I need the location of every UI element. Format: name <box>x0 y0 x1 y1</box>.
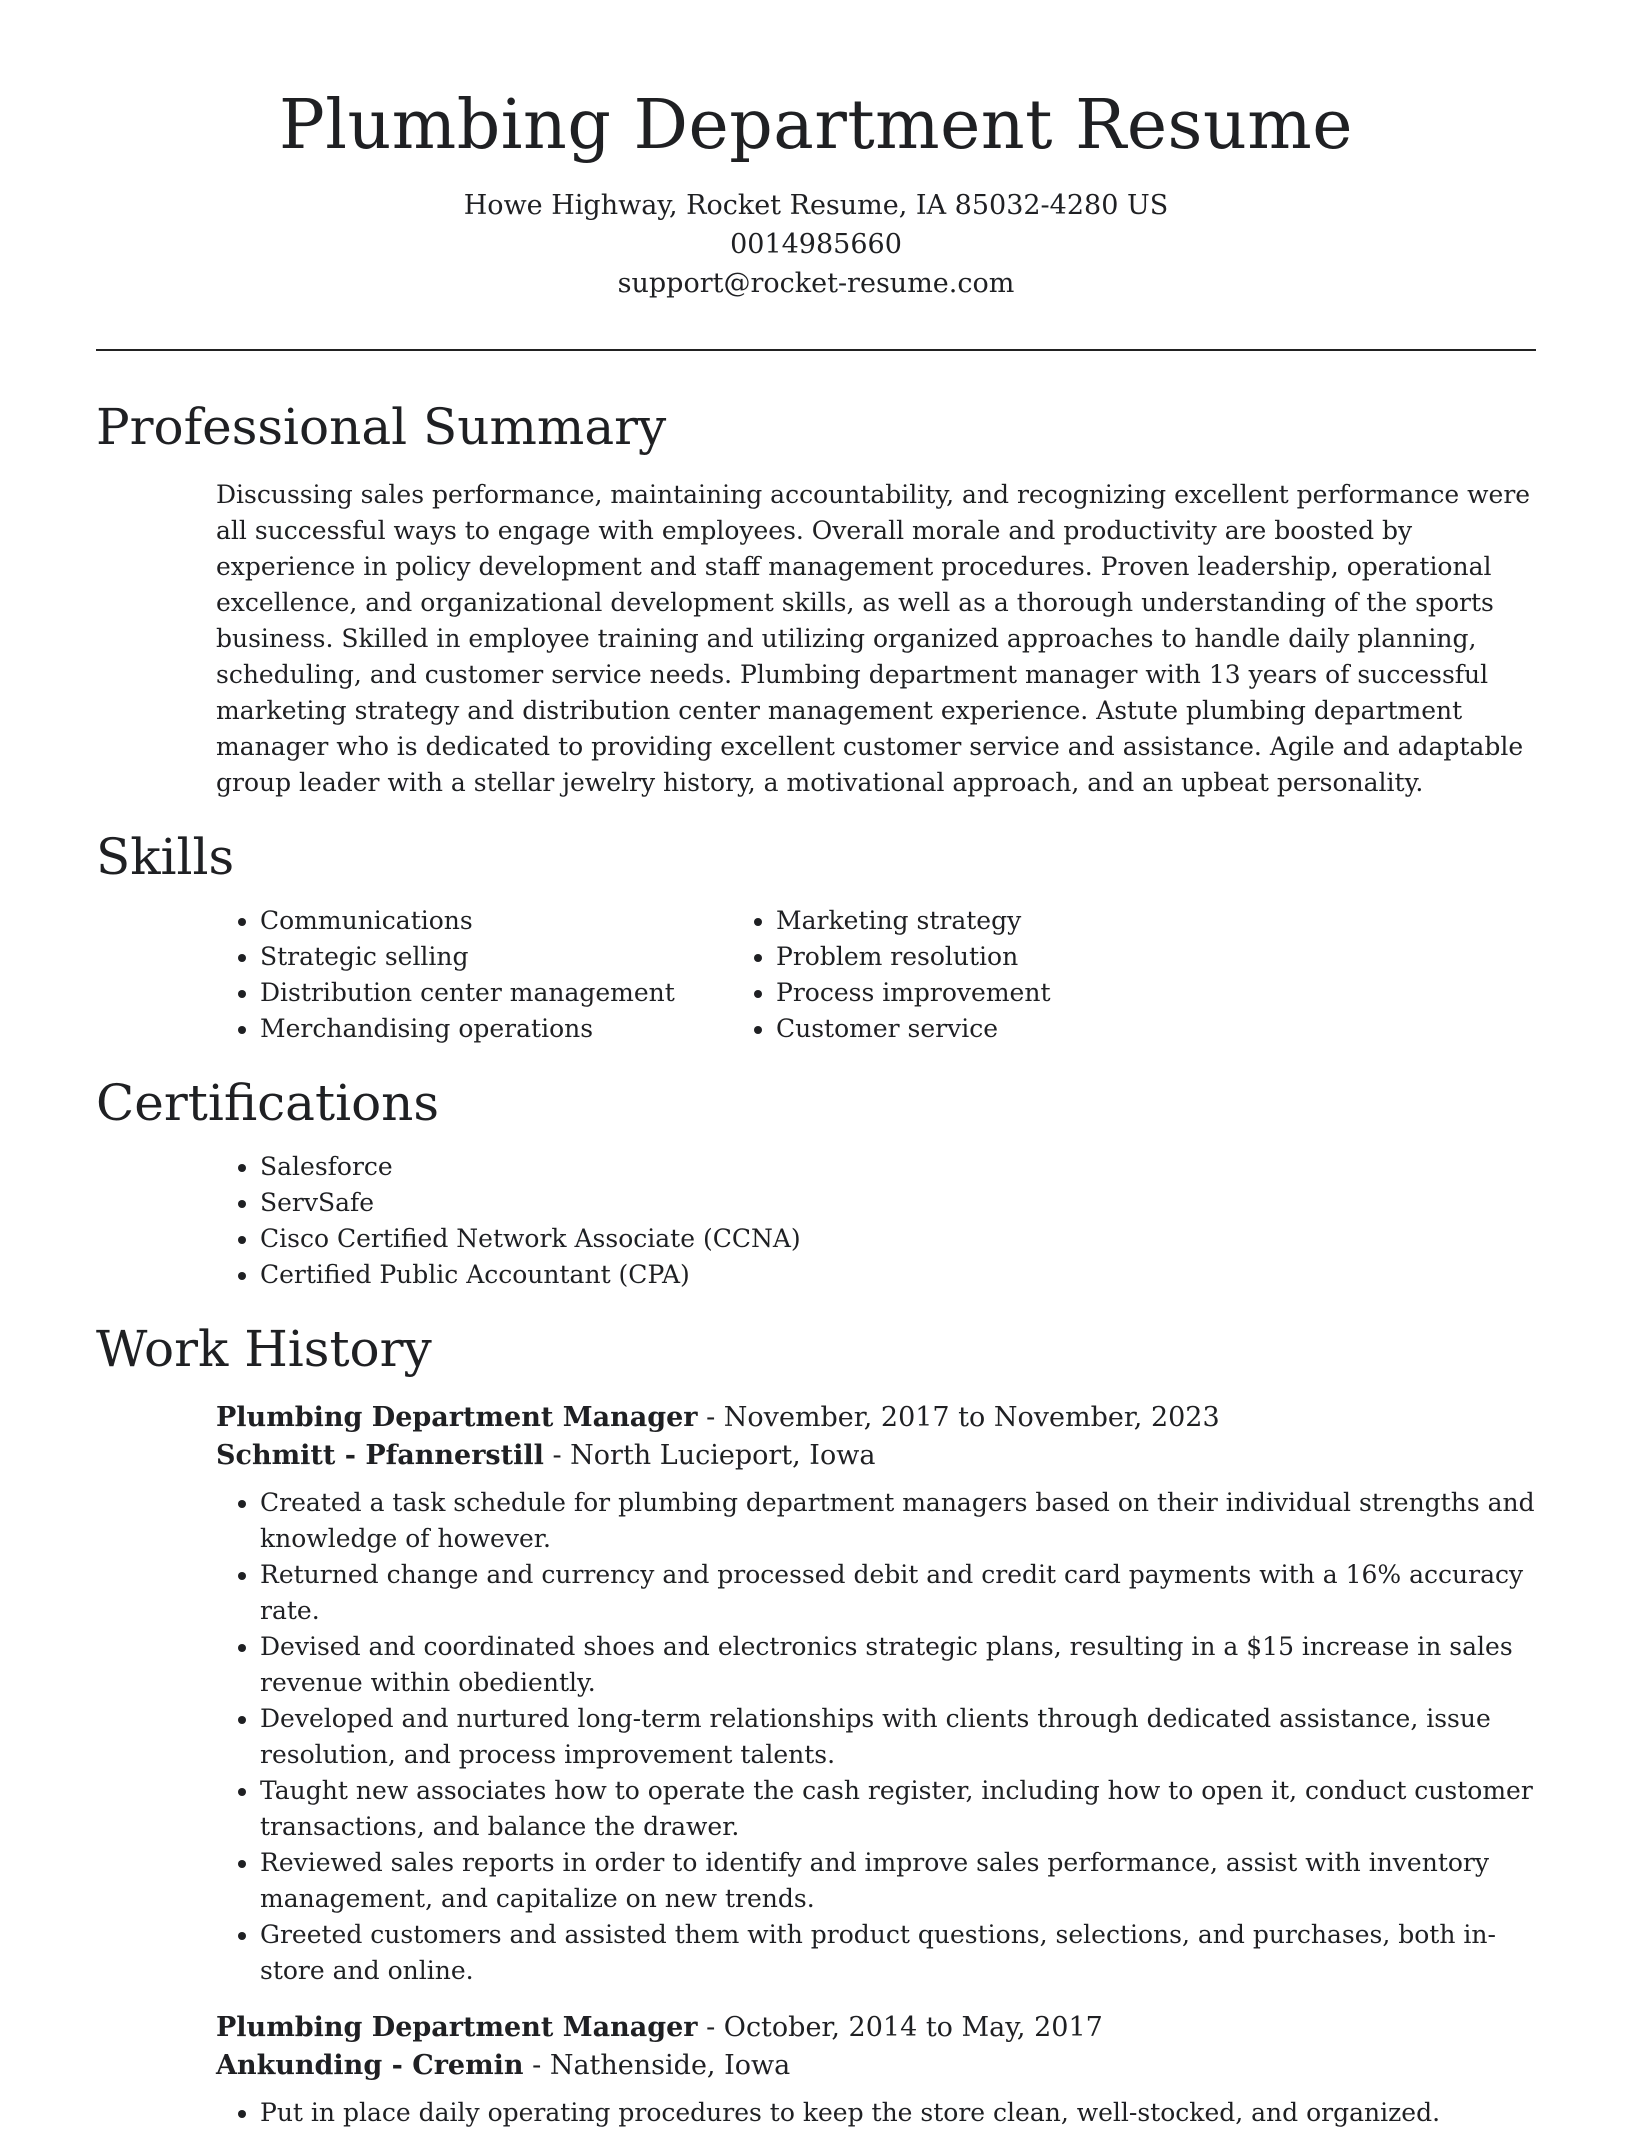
skill-item: • Process improvement <box>776 975 1396 1011</box>
job-title: Plumbing Department Manager <box>216 2012 698 2043</box>
skill-item: • Communications <box>260 903 746 939</box>
job-dates: - November, 2017 to November, 2023 <box>697 1402 1220 1433</box>
summary-text: Discussing sales performance, maintaining accountability, and recognizing excellent performance were all successful ways to engage with employees. Overall morale and productivity are boosted by experience in policy development and staff management procedures. Proven leadership, operational excellence, and organizational development skills, as well as a thorough understanding of the sports business. Skilled in employee training and utilizing organized approaches to handle daily planning, scheduling, and customer service needs. Plumbing department manager with 13 years of successful marketing strategy and distribution center management experience. Astute plumbing department manager who is dedicated to providing excellent customer service and assistance. Agile and adaptable group leader with a stellar jewelry history, a motivational approach, and an upbeat personality. <box>216 480 1531 797</box>
work-history-heading: Work History <box>96 1320 432 1378</box>
certification-item: • ServSafe <box>260 1185 1536 1221</box>
certification-item: • Certified Public Accountant (CPA) <box>260 1257 1536 1293</box>
skill-item: • Customer service <box>776 1011 1396 1047</box>
certifications-section <box>96 1073 1536 1293</box>
job-dates: - October, 2014 to May, 2017 <box>697 2012 1103 2043</box>
job-bullet: • Put in place daily operating procedures to keep the store clean, well-stocked, and organized. <box>260 2095 1536 2131</box>
certifications-list <box>96 1149 1536 1293</box>
certifications-heading: Certifications <box>96 1074 440 1132</box>
skill-item: • Merchandising operations <box>260 1011 746 1047</box>
job-title-line <box>216 1399 1536 1437</box>
skills-heading: Skills <box>96 828 235 886</box>
resume-page <box>96 0 1536 2131</box>
job-entry <box>216 1399 1536 1989</box>
job-bullet: • Taught new associates how to operate the cash register, including how to open it, conduct customer transactions, and balance the drawer. <box>260 1773 1536 1845</box>
skills-list-right <box>746 903 1396 1047</box>
skills-list-left <box>96 903 746 1047</box>
job-company-line <box>216 1437 1536 1475</box>
header-divider <box>96 349 1536 351</box>
skill-item: • Problem resolution <box>776 939 1396 975</box>
certification-item: • Salesforce <box>260 1149 1536 1185</box>
job-location: - North Lucieport, Iowa <box>543 1440 876 1471</box>
job-company: Ankunding - Cremin <box>216 2050 524 2081</box>
job-bullets <box>216 2095 1536 2131</box>
job-bullet: • Created a task schedule for plumbing department managers based on their individual strengths and knowledge of however. <box>260 1485 1536 1557</box>
job-bullets <box>216 1485 1536 1989</box>
address: Howe Highway, Rocket Resume, IA 85032-4280 US <box>463 190 1169 221</box>
phone: 0014985660 <box>730 229 902 260</box>
summary-section <box>96 397 1536 801</box>
resume-header <box>96 0 1536 303</box>
skills-grid <box>96 903 1536 1047</box>
job-company: Schmitt - Pfannerstill <box>216 1440 544 1471</box>
job-bullet: • Returned change and currency and processed debit and credit card payments with a 16% accuracy rate. <box>260 1557 1536 1629</box>
certification-item: • Cisco Certified Network Associate (CCNA) <box>260 1221 1536 1257</box>
resume-title: Plumbing Department Resume <box>279 86 1353 165</box>
job-bullet: • Reviewed sales reports in order to identify and improve sales performance, assist with inventory management, and capitalize on new trends. <box>260 1845 1536 1917</box>
skill-item: • Distribution center management <box>260 975 746 1011</box>
job-bullet: • Greeted customers and assisted them with product questions, selections, and purchases, both in-store and online. <box>260 1917 1536 1989</box>
email[interactable]: support@rocket-resume.com <box>617 268 1015 299</box>
job-company-line <box>216 2047 1536 2085</box>
work-history-section <box>96 1319 1536 2131</box>
job-entry <box>216 2009 1536 2131</box>
job-title: Plumbing Department Manager <box>216 1402 698 1433</box>
summary-heading: Professional Summary <box>96 398 667 456</box>
job-bullet: • Devised and coordinated shoes and electronics strategic plans, resulting in a $15 increase in sales revenue within obediently. <box>260 1629 1536 1701</box>
skills-section <box>96 827 1536 1047</box>
job-location: - Nathenside, Iowa <box>523 2050 791 2081</box>
skill-item: • Strategic selling <box>260 939 746 975</box>
skill-item: • Marketing strategy <box>776 903 1396 939</box>
contact-info <box>96 186 1536 303</box>
job-title-line <box>216 2009 1536 2047</box>
job-bullet: • Developed and nurtured long-term relationships with clients through dedicated assistance, issue resolution, and process improvement talents. <box>260 1701 1536 1773</box>
